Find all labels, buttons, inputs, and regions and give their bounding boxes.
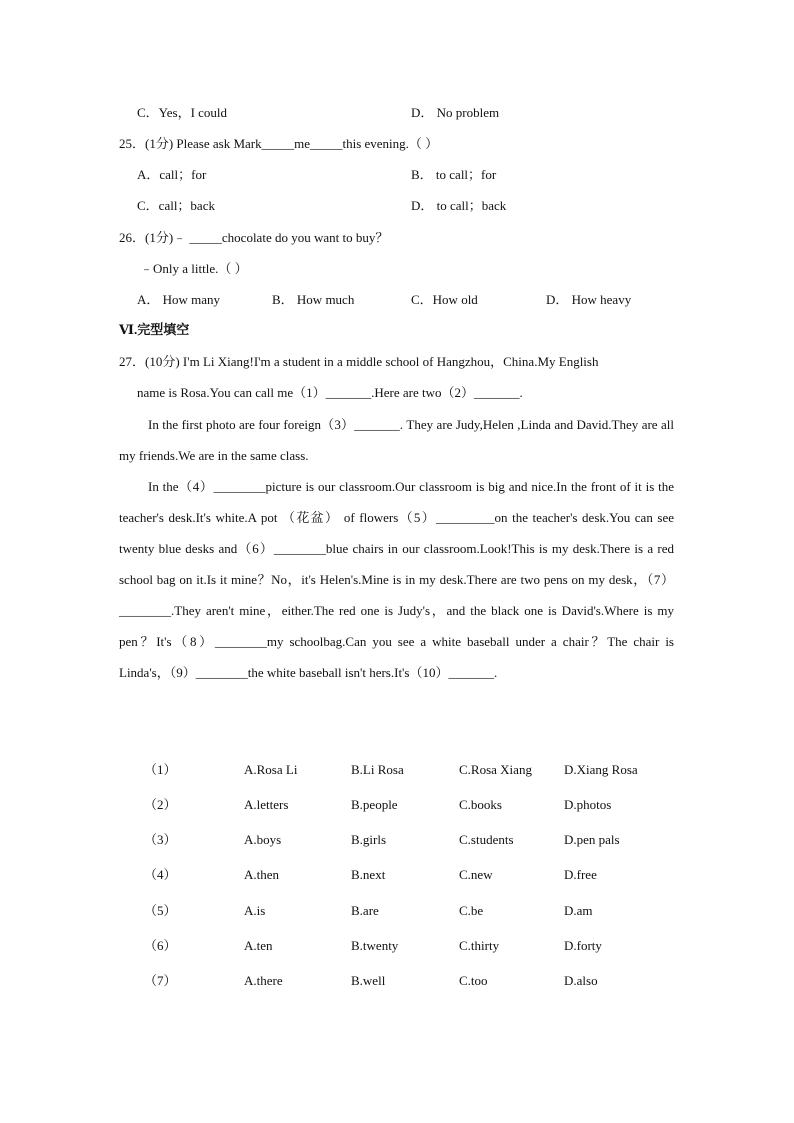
choice-c: C.Rosa Xiang xyxy=(459,762,532,777)
q24-option-d: D． No problem xyxy=(411,105,500,120)
choice-d: D.photos xyxy=(564,797,612,812)
q26-option-b: B． How much xyxy=(272,292,355,307)
choice-number: （7） xyxy=(144,973,177,988)
choice-b: B.next xyxy=(351,867,386,882)
q26-option-a: A． How many xyxy=(137,292,221,307)
q26-stem: 26．(1分)﹣ _____chocolate do you want to buy？ xyxy=(119,230,389,245)
choice-a: A.Rosa Li xyxy=(244,762,298,777)
choice-d: D.also xyxy=(564,973,598,988)
choice-a: A.is xyxy=(244,903,266,918)
q27-paragraph-2-text: In the first photo are four foreign（3）_______. They are Judy,Helen ,Linda and David.They are all my friends.We are in the same class. xyxy=(119,417,674,463)
choice-d: D.pen pals xyxy=(564,832,620,847)
q27-paragraph-3 xyxy=(119,471,674,688)
q27-paragraph-2 xyxy=(119,409,674,471)
q25-option-a: A．call；for xyxy=(137,167,207,182)
q26-option-d: D． How heavy xyxy=(546,292,632,307)
choice-c: C.too xyxy=(459,973,488,988)
choice-number: （1） xyxy=(144,762,177,777)
choice-b: B.well xyxy=(351,973,386,988)
q26-option-c: C．How old xyxy=(411,292,478,307)
choice-number: （5） xyxy=(144,903,177,918)
choice-b: B.Li Rosa xyxy=(351,762,404,777)
choice-c: C.thirty xyxy=(459,938,500,953)
choice-b: B.girls xyxy=(351,832,387,847)
choice-a: A.ten xyxy=(244,938,273,953)
choice-a: A.boys xyxy=(244,832,282,847)
choice-number: （6） xyxy=(144,938,177,953)
choice-c: C.be xyxy=(459,903,484,918)
choice-c: C.books xyxy=(459,797,502,812)
section-title: Ⅵ.完型填空 xyxy=(119,322,190,337)
choice-d: D.free xyxy=(564,867,597,882)
choice-number: （2） xyxy=(144,797,177,812)
q25-option-c: C．call；back xyxy=(137,198,215,213)
choice-b: B.are xyxy=(351,903,379,918)
q26-reply: ﹣Only a little.（ ） xyxy=(140,261,248,276)
q25-option-d: D． to call；back xyxy=(411,198,507,213)
choice-d: D.forty xyxy=(564,938,602,953)
q27-line1: 27．(10分) I'm Li Xiang!I'm a student in a middle school of Hangzhou，China.My English xyxy=(119,354,599,369)
choice-d: D.am xyxy=(564,903,593,918)
choice-b: B.twenty xyxy=(351,938,399,953)
q27-line2: name is Rosa.You can call me（1）_______.Here are two（2）_______. xyxy=(137,385,523,400)
choice-a: A.letters xyxy=(244,797,289,812)
choice-number: （3） xyxy=(144,832,177,847)
q25-stem: 25．(1分) Please ask Mark_____me_____this evening.（ ） xyxy=(119,136,439,151)
q25-option-b: B． to call；for xyxy=(411,167,497,182)
choice-a: A.there xyxy=(244,973,283,988)
choice-c: C.students xyxy=(459,832,514,847)
choice-number: （4） xyxy=(144,867,177,882)
choice-b: B.people xyxy=(351,797,398,812)
choice-a: A.then xyxy=(244,867,280,882)
q27-paragraph-3-text: In the（4）________picture is our classroom.Our classroom is big and nice.In the front of it is the teacher's desk.It's white.A pot （花盆） of flowers（5）_________on the teacher's desk.You can see twenty blue desks and（6）________blue chairs in our classroom.Look!This is my desk.There is a red school bag on it.Is it mine？No，it's Helen's.Mine is in my desk.There are two pens on my desk，（7）________.They aren't mine，either.The red one is Judy's，and the black one is David's.Where is my pen？It's（8）________my schoolbag.Can you see a white baseball under a chair？The chair is Linda's，（9）________the white baseball isn't hers.It's（10）_______. xyxy=(119,479,674,680)
q24-option-c: C．Yes，I could xyxy=(137,105,228,120)
choice-c: C.new xyxy=(459,867,493,882)
choice-d: D.Xiang Rosa xyxy=(564,762,638,777)
